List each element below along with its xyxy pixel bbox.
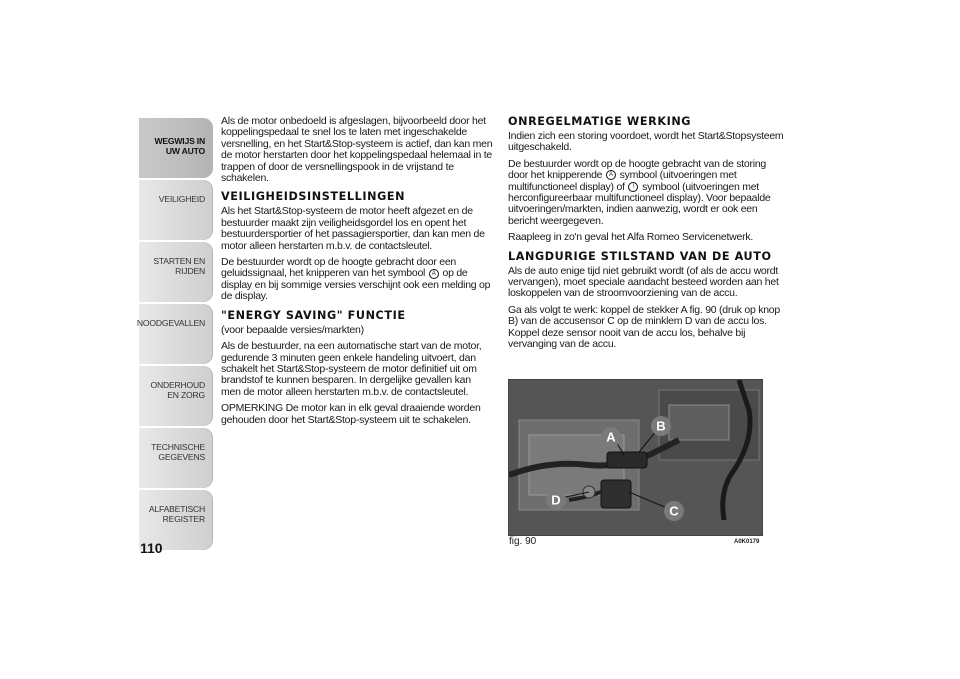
heading-safety-settings: VEILIGHEIDSINSTELLINGEN bbox=[221, 190, 406, 204]
idle-paragraph-1: Als de auto enige tijd niet gebruikt wordt (of als de accu wordt vervangen), moet speciale aandacht besteed worden aan het loskoppelen van de stroomvoorziening van de accu. bbox=[508, 264, 779, 300]
tab-label: WEGWIJS IN UW AUTO bbox=[154, 136, 205, 156]
tab-technische-gegevens[interactable] bbox=[139, 428, 213, 488]
heading-energy-saving: "ENERGY SAVING" FUNCTIE bbox=[221, 308, 406, 322]
callout-d bbox=[546, 490, 566, 510]
label-d: D bbox=[551, 492, 561, 508]
start-stop-fault-icon: A bbox=[606, 170, 616, 180]
callout-c bbox=[664, 501, 684, 521]
fault-text-a: De bestuurder wordt op de hoogte gebracht van de storing door het knipperende bbox=[508, 157, 767, 182]
label-a: A bbox=[606, 429, 616, 445]
figure-code: A0K0179 bbox=[734, 539, 760, 545]
safety-paragraph-1: Als het Start&Stop-systeem de motor heeft afgezet en de bestuurder maakt zijn veiligheidsgordel los en opent het bestuurdersportier of het passagiersportier, dan kan men de motor alleen herstarten m.b.v. de contactsleutel. bbox=[221, 205, 485, 252]
battery-sensor-figure bbox=[508, 379, 763, 536]
fault-paragraph-3: Raapleeg in zo'n geval het Alfa Romeo Servicenetwerk. bbox=[508, 231, 753, 244]
intro-paragraph: Als de motor onbedoeld is afgeslagen, bijvoorbeeld door het koppelingspedaal te snel los te laten met ingeschakelde versnelling, en het Start&Stop-systeem is actief, dan kan men de motor herstarten door het koppelingspedaal helemaal in te trappen of door de versnellingspook in de vrijstand te schakelen. bbox=[221, 115, 493, 185]
heading-long-standstill: LANGDURIGE STILSTAND VAN DE AUTO bbox=[508, 249, 772, 263]
fault-paragraph-1: Indien zich een storing voordoet, wordt het Start&Stopsysteem uitgeschakeld. bbox=[508, 130, 784, 154]
callout-b bbox=[651, 416, 671, 436]
battery-photo-illustration bbox=[509, 380, 762, 535]
tab-label: ONDERHOUD EN ZORG bbox=[150, 380, 205, 400]
idle-paragraph-2: Ga als volgt te werk: koppel de stekker A fig. 90 (druk op knop B) van de accusensor C op de minklem D van de accu los. Koppel deze sensor nooit van de accu los, behalve bij vervanging van de accu. bbox=[508, 303, 780, 351]
energy-paragraph-2: OPMERKING De motor kan in elk geval draaiende worden gehouden door het Start&Stop-systeem uit te schakelen. bbox=[221, 402, 481, 426]
energy-paragraph-1: Als de bestuurder, na een automatische start van de motor, gedurende 3 minuten geen enkele handeling uitvoert, dan schakelt het Start&Stop-systeem de motor definitief uit om brandstof te kunnen besparen. In dergelijke gevallen kan men de motor alleen herstarten m.b.v. de contactsleutel. bbox=[221, 340, 482, 398]
tab-label: STARTEN EN RIJDEN bbox=[153, 256, 205, 276]
fault-paragraph-2 bbox=[508, 159, 784, 227]
fault-text-c: symbool (uitvoeringen met herconfigureerbaar multifunctioneel display). Voor bepaalde uitvoeringen/markten, indien aanwezig, wordt er ook een bericht weergegeven. bbox=[508, 180, 771, 227]
left-column bbox=[221, 116, 493, 431]
right-column bbox=[508, 116, 784, 356]
callout-a bbox=[601, 427, 621, 447]
tab-noodgevallen[interactable] bbox=[136, 304, 213, 364]
tab-label: VEILIGHEID bbox=[158, 194, 205, 204]
tab-starten-en-rijden[interactable] bbox=[139, 242, 213, 302]
figure-caption: fig. 90 bbox=[509, 536, 537, 547]
tab-label: TECHNISCHE GEGEVENS bbox=[151, 442, 205, 462]
safety-paragraph-2 bbox=[221, 257, 493, 303]
tab-veiligheid[interactable] bbox=[139, 180, 213, 240]
safety-text-b: op de display en bij sommige versies verschijnt ook een melding op de display. bbox=[221, 267, 491, 303]
safety-text-a: De bestuurder wordt op de hoogte gebracht door een geluidssignaal, het knipperen van het symbool bbox=[221, 256, 457, 280]
tab-label: ALFABETISCH REGISTER bbox=[148, 504, 205, 524]
heading-malfunction: ONREGELMATIGE WERKING bbox=[508, 115, 692, 128]
fault-text-b: symbool (uitvoeringen met multifunctioneel display) of bbox=[508, 169, 737, 193]
tab-onderhoud-en-zorg[interactable] bbox=[139, 366, 213, 426]
chapter-tabs bbox=[136, 118, 213, 552]
energy-subtitle: (voor bepaalde versies/markten) bbox=[221, 323, 364, 336]
tab-wegwijs-in-uw-auto[interactable] bbox=[139, 118, 213, 178]
tab-label: NOODGEVALLEN bbox=[136, 318, 205, 328]
label-c: C bbox=[669, 503, 679, 519]
warning-icon: ! bbox=[628, 182, 638, 192]
start-stop-icon: A bbox=[429, 269, 439, 279]
label-b: B bbox=[656, 418, 666, 434]
page-number: 110 bbox=[140, 540, 163, 556]
